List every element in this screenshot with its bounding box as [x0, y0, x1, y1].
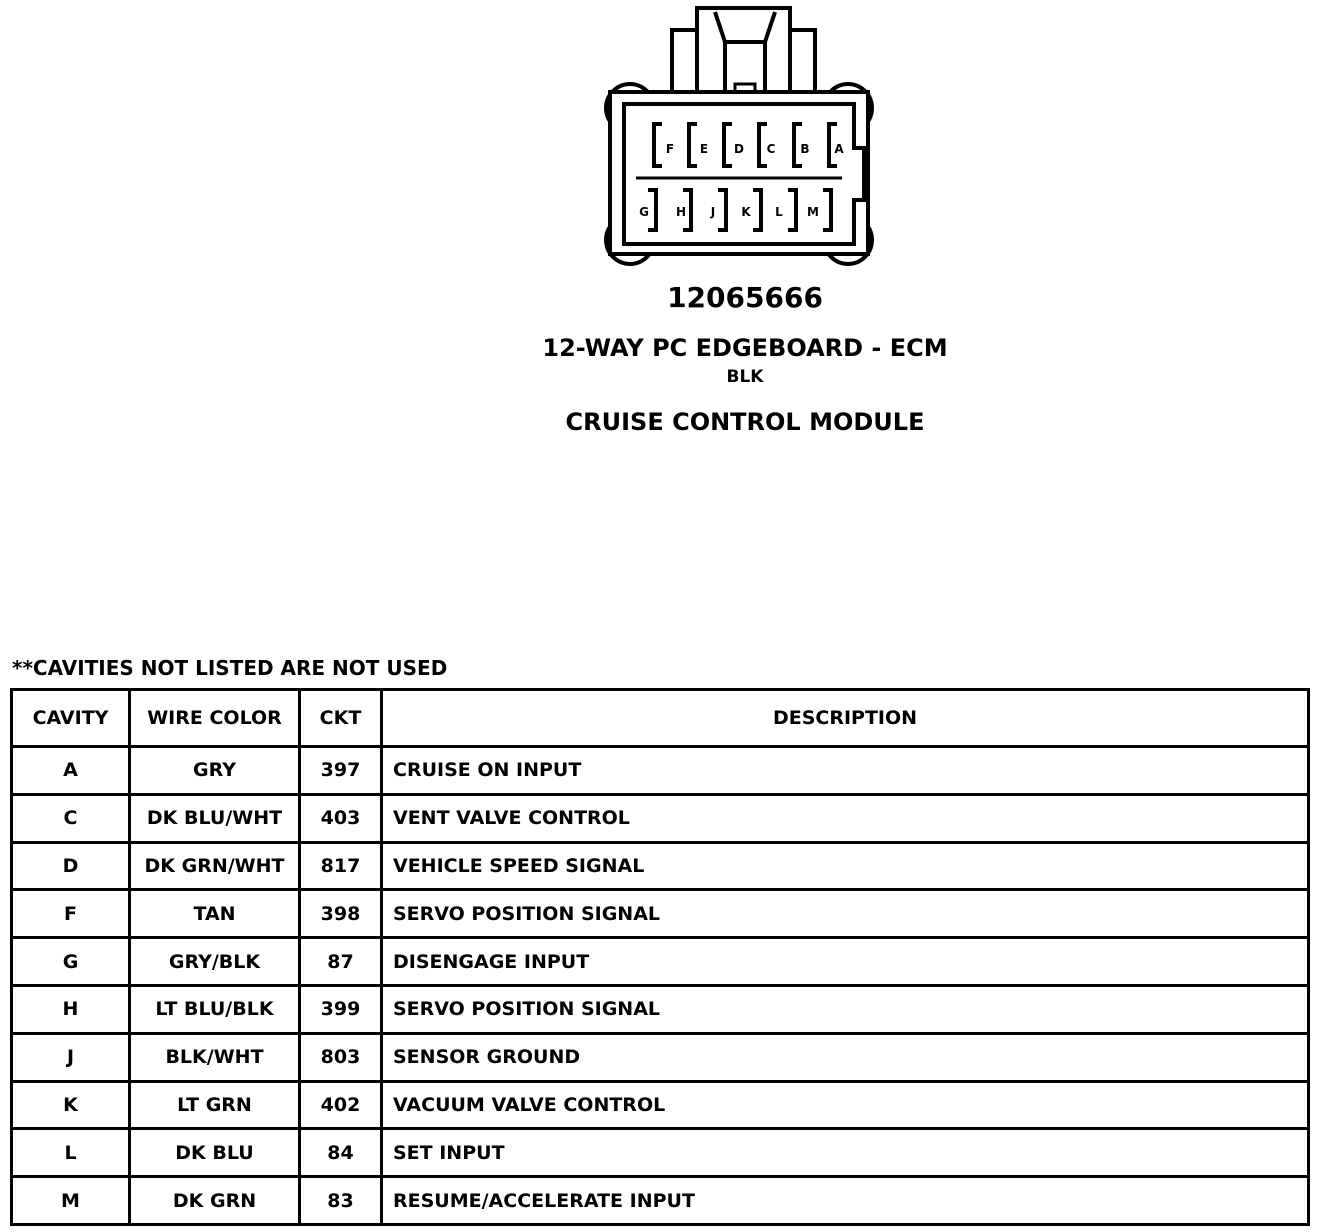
- part-number: 12065666: [667, 281, 823, 314]
- cell-wire-color: LT GRN: [130, 1081, 300, 1129]
- cavity-label-a: A: [834, 142, 844, 156]
- cell-description: SET INPUT: [382, 1129, 1309, 1177]
- cell-description: VACUUM VALVE CONTROL: [382, 1081, 1309, 1129]
- cell-wire-color: TAN: [130, 890, 300, 938]
- table-row: [12, 985, 1309, 1033]
- table-row: [12, 890, 1309, 938]
- cell-ckt: 84: [300, 1129, 382, 1177]
- cell-description: VENT VALVE CONTROL: [382, 794, 1309, 842]
- cell-cavity: C: [12, 794, 130, 842]
- table-row: [12, 1081, 1309, 1129]
- pinout-table: [10, 688, 1310, 1226]
- cell-cavity: H: [12, 985, 130, 1033]
- connector-diagram: [0, 0, 1328, 280]
- connector-color: BLK: [726, 367, 764, 387]
- cell-cavity: L: [12, 1129, 130, 1177]
- cavity-label-d: D: [734, 142, 744, 156]
- cell-description: VEHICLE SPEED SIGNAL: [382, 842, 1309, 890]
- cell-cavity: D: [12, 842, 130, 890]
- cell-cavity: G: [12, 938, 130, 986]
- cell-description: DISENGAGE INPUT: [382, 938, 1309, 986]
- header-description: DESCRIPTION: [382, 690, 1309, 747]
- header-cavity: CAVITY: [12, 690, 130, 747]
- table-row: [12, 938, 1309, 986]
- cell-wire-color: DK GRN: [130, 1177, 300, 1225]
- cavity-label-f: F: [665, 142, 675, 156]
- cavity-label-j: J: [710, 205, 716, 219]
- cell-ckt: 402: [300, 1081, 382, 1129]
- cell-ckt: 398: [300, 890, 382, 938]
- cell-ckt: 817: [300, 842, 382, 890]
- table-row: [12, 747, 1309, 795]
- module-name: CRUISE CONTROL MODULE: [565, 408, 925, 436]
- cell-description: SENSOR GROUND: [382, 1033, 1309, 1081]
- cell-wire-color: DK BLU: [130, 1129, 300, 1177]
- table-row: [12, 1177, 1309, 1225]
- connector-latch: [697, 8, 790, 95]
- cavity-label-h: H: [675, 205, 687, 219]
- cavity-label-e: E: [699, 142, 709, 156]
- cell-ckt: 399: [300, 985, 382, 1033]
- cell-ckt: 803: [300, 1033, 382, 1081]
- cavity-label-l: L: [775, 205, 783, 219]
- cell-cavity: K: [12, 1081, 130, 1129]
- table-row: [12, 1129, 1309, 1177]
- cell-description: RESUME/ACCELERATE INPUT: [382, 1177, 1309, 1225]
- table-row: [12, 794, 1309, 842]
- cavity-label-k: K: [741, 205, 751, 219]
- table-header-row: [12, 690, 1309, 747]
- cavity-label-g: G: [639, 205, 649, 219]
- cell-cavity: M: [12, 1177, 130, 1225]
- cell-cavity: F: [12, 890, 130, 938]
- cavity-label-b: B: [800, 142, 810, 156]
- cell-ckt: 397: [300, 747, 382, 795]
- cell-wire-color: DK GRN/WHT: [130, 842, 300, 890]
- cell-description: CRUISE ON INPUT: [382, 747, 1309, 795]
- cell-wire-color: BLK/WHT: [130, 1033, 300, 1081]
- cell-ckt: 83: [300, 1177, 382, 1225]
- cavity-label-c: C: [766, 142, 776, 156]
- cavity-label-m: M: [807, 205, 819, 219]
- cell-description: SERVO POSITION SIGNAL: [382, 985, 1309, 1033]
- connector-name: 12-WAY PC EDGEBOARD - ECM: [542, 334, 948, 362]
- table-row: [12, 842, 1309, 890]
- cell-cavity: J: [12, 1033, 130, 1081]
- cell-wire-color: GRY/BLK: [130, 938, 300, 986]
- unused-cavities-note: **CAVITIES NOT LISTED ARE NOT USED: [12, 656, 448, 680]
- cell-ckt: 87: [300, 938, 382, 986]
- cell-description: SERVO POSITION SIGNAL: [382, 890, 1309, 938]
- header-wire-color: WIRE COLOR: [130, 690, 300, 747]
- header-ckt: CKT: [300, 690, 382, 747]
- cell-cavity: A: [12, 747, 130, 795]
- cell-ckt: 403: [300, 794, 382, 842]
- cell-wire-color: GRY: [130, 747, 300, 795]
- table-row: [12, 1033, 1309, 1081]
- cell-wire-color: LT BLU/BLK: [130, 985, 300, 1033]
- cell-wire-color: DK BLU/WHT: [130, 794, 300, 842]
